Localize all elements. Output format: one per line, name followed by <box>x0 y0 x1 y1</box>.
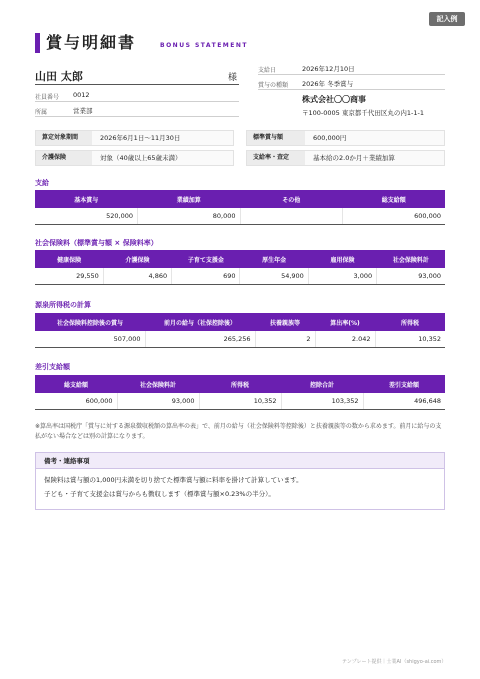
employee-name: 山田 太郎 <box>35 70 83 83</box>
table-cell: 10,352 <box>199 393 281 409</box>
table-header: 差引支給額 <box>363 375 445 393</box>
period-label: 算定対象期間 <box>36 131 92 145</box>
table-header: 前月の給与（社保控除後） <box>145 313 255 331</box>
section-payments-title: 支給 <box>35 179 49 187</box>
table-header: 介護保険 <box>103 250 171 268</box>
table-header: 総支給額 <box>35 375 117 393</box>
page-title: 賞与明細書 <box>46 33 137 52</box>
section-social-title: 社会保険料（標準賞与額 × 保険料率） <box>35 239 158 247</box>
bonus-type-label: 賞与の種類 <box>258 82 289 89</box>
nursing-box <box>35 150 234 166</box>
bonus-type-value: 2026年 冬季賞与 <box>302 80 354 88</box>
table-header: 算出率(%) <box>315 313 375 331</box>
employee-dept-value: 営業部 <box>73 107 93 115</box>
table-header: その他 <box>240 190 343 208</box>
table-cell: 3,000 <box>308 268 376 284</box>
table-cell: 496,648 <box>363 393 445 409</box>
tax-table <box>35 313 445 348</box>
divider <box>258 74 445 75</box>
divider <box>35 116 239 117</box>
company-name: 株式会社〇〇商事 <box>302 95 366 104</box>
page-subtitle: BONUS STATEMENT <box>160 42 248 49</box>
section-net-title: 差引支給額 <box>35 363 70 371</box>
social-table <box>35 250 445 285</box>
table-header: 扶養親族等 <box>255 313 315 331</box>
remarks-title: 備考・連絡事項 <box>36 453 444 469</box>
table-cell: 507,000 <box>35 331 145 347</box>
table-header: 総支給額 <box>343 190 446 208</box>
table-header: 社会保険料控除後の賞与 <box>35 313 145 331</box>
table-cell: 2.042 <box>315 331 375 347</box>
table-header: 子育て支援金 <box>172 250 240 268</box>
divider <box>35 101 239 102</box>
std-bonus-value: 600,000円 <box>313 134 347 142</box>
table-cell: 690 <box>172 268 240 284</box>
rate-box <box>246 150 445 166</box>
table-cell: 93,000 <box>117 393 199 409</box>
nursing-label: 介護保険 <box>36 151 92 165</box>
tax-rate-note: ※算出率は国税庁「賞与に対する源泉徴収税額の算出率の表」で、前月の給与（社会保険料等控除後）と扶養親族等の数から求めます。前月に給与の支払がない場合などは別の計算になります。 <box>35 423 442 440</box>
template-credit: テンプレート提供｜士業AI（shigyo-ai.com） <box>342 659 447 665</box>
table-header: 所得税 <box>375 313 445 331</box>
table-header: 厚生年金 <box>240 250 308 268</box>
std-bonus-box <box>246 130 445 146</box>
nursing-value: 対象（40歳以上65歳未満） <box>100 154 182 162</box>
employee-id-value: 0012 <box>73 91 90 99</box>
table-header: 基本賞与 <box>35 190 138 208</box>
table-cell: 93,000 <box>377 268 445 284</box>
table-cell: 520,000 <box>35 208 138 224</box>
table-cell: 80,000 <box>138 208 241 224</box>
rate-value: 基本給の2.0か月＋業績加算 <box>313 154 395 162</box>
net-table <box>35 375 445 410</box>
table-header: 業績加算 <box>138 190 241 208</box>
table-header: 社会保険料計 <box>117 375 199 393</box>
pay-date-value: 2026年12月10日 <box>302 65 355 73</box>
table-cell: 600,000 <box>35 393 117 409</box>
table-cell: 265,256 <box>145 331 255 347</box>
rate-label: 支給率・査定 <box>247 151 305 165</box>
period-value: 2026年6月1日〜11月30日 <box>100 134 181 142</box>
table-header: 所得税 <box>199 375 281 393</box>
table-header: 社会保険料計 <box>377 250 445 268</box>
section-tax-title: 源泉所得税の計算 <box>35 301 91 309</box>
table-header: 控除合計 <box>281 375 363 393</box>
table-cell: 2 <box>255 331 315 347</box>
table-header: 雇用保険 <box>308 250 376 268</box>
remarks-box <box>35 452 445 510</box>
table-cell: 10,352 <box>375 331 445 347</box>
title-accent-bar <box>35 33 40 53</box>
table-cell: 103,352 <box>281 393 363 409</box>
table-cell: 4,860 <box>103 268 171 284</box>
table-cell: 54,900 <box>240 268 308 284</box>
employee-dept-label: 所属 <box>35 109 48 116</box>
table-cell: 29,550 <box>35 268 103 284</box>
table-cell: 600,000 <box>343 208 446 224</box>
payments-table <box>35 190 445 225</box>
table-header: 健康保険 <box>35 250 103 268</box>
company-address: 〒100-0005 東京都千代田区丸の内1-1-1 <box>302 109 424 117</box>
sample-badge: 記入例 <box>429 12 465 26</box>
pay-date-label: 支給日 <box>258 67 277 74</box>
period-box <box>35 130 234 146</box>
remarks-line: 保険料は賞与額の1,000円未満を切り捨てた標準賞与額に料率を掛けて計算しています。 <box>44 476 303 484</box>
name-underline <box>35 84 239 85</box>
table-cell <box>240 208 343 224</box>
employee-honorific: 様 <box>228 73 238 83</box>
remarks-line: 子ども・子育て支援金は賞与からも徴収します（標準賞与額×0.23%の半分）。 <box>44 490 275 498</box>
divider <box>258 89 445 90</box>
std-bonus-label: 標準賞与額 <box>247 131 305 145</box>
employee-id-label: 社員番号 <box>35 94 60 101</box>
